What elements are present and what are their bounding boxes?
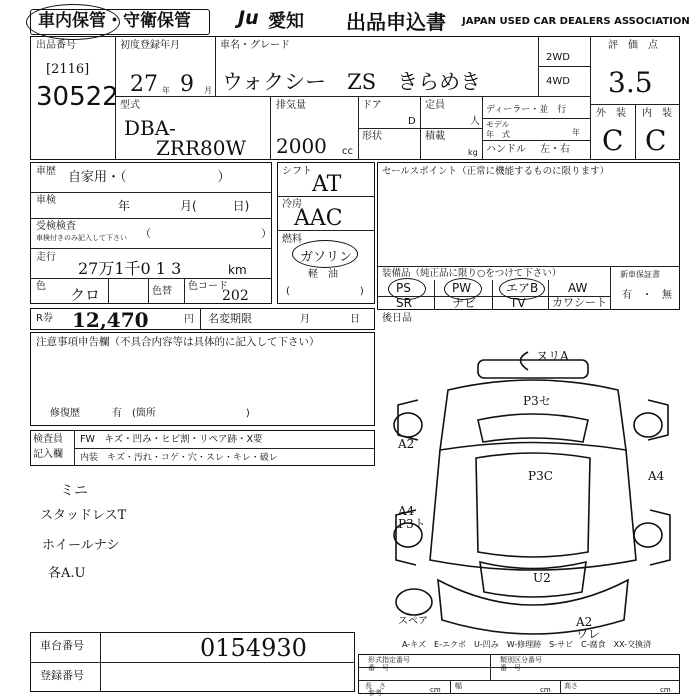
equip-bottom-3: カワシート — [552, 296, 607, 309]
notice-label: 注意事項申告欄（不具合内容等は具体的に記入して下さい） — [36, 336, 320, 348]
score-interior: C — [645, 124, 667, 157]
handle-value: 左・右 — [540, 144, 570, 155]
color-label: 色 — [36, 281, 46, 292]
reg-num-label: 登録番号 — [40, 669, 84, 682]
type-line1: DBA- — [124, 116, 176, 140]
ac-label: 冷房 — [282, 199, 302, 210]
form-r5: 高さ — [564, 682, 578, 690]
model-value: ウォクシー ZS きらめき — [222, 70, 482, 94]
equip-bottom-0: SR — [396, 296, 412, 310]
registration-month: 9 — [180, 72, 194, 97]
score-value: 3.5 — [608, 66, 653, 99]
form-cm1: cm — [430, 686, 441, 694]
legend: A-キズ E-エクボ U-凹み W-修理跡 S-サビ C-腐食 XX-交換済 — [402, 640, 652, 649]
form-r2: 類別区分番号 — [500, 656, 542, 664]
form-ref: 参考 — [368, 689, 382, 697]
equip-bottom-1: ナビ — [452, 296, 477, 310]
name-change-day: 日 — [350, 314, 360, 325]
shift-value: AT — [312, 172, 342, 197]
r-ticket-unit: 円 — [184, 314, 194, 325]
color-code: 202 — [222, 288, 249, 304]
logo-mark: Ju — [238, 7, 259, 29]
receipt-paren: （ ） — [140, 227, 272, 240]
registration-month-unit: 月 — [204, 86, 212, 95]
score-exterior: C — [602, 124, 624, 157]
fuel-paren: ( ) — [286, 286, 364, 297]
load-unit: kg — [468, 148, 478, 157]
dealer-year-unit: 年 — [572, 128, 580, 137]
registration-label: 初度登録年月 — [120, 40, 180, 51]
form-r4: 幅 — [455, 682, 462, 690]
model-label: 車名・グレード — [220, 40, 290, 51]
name-change-label: 名変期限 — [208, 312, 252, 325]
ps-circle — [388, 278, 426, 300]
equip-top-3: AW — [568, 281, 588, 295]
drive-2wd: 2WD — [546, 52, 570, 63]
shape-label: 形状 — [362, 131, 382, 142]
diagram-wrinkle: ワレ — [576, 627, 601, 641]
score-label: 評 価 点 — [608, 40, 658, 51]
equip-top-2: エアB — [506, 281, 539, 295]
color-value: クロ — [70, 286, 101, 304]
displacement-value: 2000 — [276, 134, 327, 158]
lot-sub: [2116] — [46, 62, 90, 77]
top-grid — [30, 36, 680, 160]
receipt-sub: 車検付きのみ記入して下さい — [36, 234, 127, 242]
checker-fw-row: FW キズ・凹み・ヒビ割・リペア跡・X要 — [80, 434, 263, 445]
equipment-label: 装備品（純正品に限り○をつけて下さい） — [382, 268, 562, 279]
equip-bottom-2: TV — [510, 296, 526, 310]
color-code-label: 色コード — [188, 281, 228, 292]
rear-label: 後日品 — [382, 313, 412, 324]
fuel-circled: ガソリン — [300, 250, 353, 265]
chassis-label: 車台番号 — [40, 639, 84, 652]
checker-interior-row: 内装 キズ・汚れ・コゲ・穴・スレ・キレ・破レ — [80, 453, 278, 463]
fuel-label: 燃料 — [282, 234, 302, 245]
equip-top-0: PS — [396, 281, 411, 295]
note-0: ミニ — [60, 483, 88, 499]
score-exterior-label: 外 装 — [596, 108, 626, 119]
form-r3: 長 さ — [365, 682, 386, 690]
sales-point-label: セールスポイント（正常に機能するものに限ります） — [382, 166, 610, 177]
color-swap-label: 色替 — [152, 286, 172, 297]
diagram-u2: U2 — [533, 571, 551, 585]
history-label: 車歴 — [36, 166, 56, 177]
capacity-unit: 人 — [470, 116, 480, 127]
fuel-circle — [292, 240, 358, 268]
mileage-value: 27万1千0 1 3 — [78, 259, 182, 278]
airbag-circle — [499, 278, 545, 300]
diagram-a2: A2 — [398, 437, 415, 451]
drive-4wd: 4WD — [546, 76, 570, 87]
score-interior-label: 内 装 — [642, 108, 672, 119]
load-label: 積載 — [425, 131, 445, 142]
inspection-year: 年 — [118, 199, 131, 213]
note-1: スタッドレスT — [40, 508, 127, 523]
diagram-p3to: P3ト — [398, 517, 426, 531]
receipt-label: 受検検査 — [36, 221, 76, 232]
repair-value: 有 (箇所 ) — [112, 408, 250, 419]
type-label: 型式 — [120, 100, 140, 111]
lot-number: 30522 — [36, 82, 119, 112]
capacity-label: 定員 — [425, 100, 445, 111]
dealer-model-year: モデル 年 式 — [486, 120, 510, 139]
mileage-label: 走行 — [36, 252, 56, 263]
ac-value: AAC — [294, 206, 343, 231]
handle-label: ハンドル — [486, 144, 526, 155]
registration-year-unit: 年 — [162, 86, 170, 95]
inspection-label: 車検 — [36, 195, 56, 206]
form-r1b: 番 号 — [368, 664, 389, 672]
door-label: ドア — [362, 100, 382, 111]
history-value: 自家用・（ ） — [68, 170, 231, 185]
note-2: ホイールナシ — [42, 538, 120, 553]
car-diagram — [378, 330, 680, 652]
diagram-spare: スペア — [398, 616, 428, 627]
diagram-p3c: P3C — [528, 469, 553, 483]
type-line2: ZRR80W — [156, 136, 247, 160]
r-ticket-value: 12,470 — [72, 308, 149, 332]
diagram-top: ヌリA — [536, 349, 569, 363]
pw-circle — [444, 278, 482, 300]
displacement-unit: cc — [342, 146, 353, 157]
diagram-a2-rear: A2 — [576, 615, 593, 629]
dealer-label: ディーラー・並 行 — [486, 105, 567, 115]
mileage-unit: km — [228, 263, 247, 277]
registration-year: 27 — [130, 72, 158, 97]
note-3: 各A.U — [48, 566, 86, 581]
door-unit: D — [408, 116, 416, 127]
recycle-value: 有 ・ 無 — [622, 290, 672, 301]
diagram-a4-left: A4 — [398, 504, 415, 518]
assoc-name: JAPAN USED CAR DEALERS ASSOCIATION — [462, 16, 690, 27]
storage-label: 車内保管・守衛保管 — [38, 11, 191, 31]
form-title: 出品申込書 — [346, 10, 446, 34]
lot-label: 出品番号 — [36, 40, 76, 51]
chassis-value: 0154930 — [200, 634, 307, 662]
diagram-a4-right: A4 — [648, 469, 665, 483]
checker-label2: 記入欄 — [33, 449, 63, 460]
fuel-diesel: 軽 油 — [308, 269, 338, 280]
storage-circle — [26, 4, 120, 40]
repair-label: 修復歴 — [50, 408, 80, 419]
form-cm2: cm — [540, 686, 551, 694]
form-r2b: 番 号 — [500, 664, 521, 672]
inspection-month: 月( 日) — [180, 199, 250, 213]
org-name: 愛知 — [268, 11, 304, 32]
recycle-label: 新車保証書 — [620, 270, 660, 279]
form-cm3: cm — [660, 686, 671, 694]
equip-top-1: PW — [452, 281, 472, 295]
name-change-month: 月 — [300, 314, 310, 325]
form-r1: 形式指定番号 — [368, 656, 410, 664]
checker-label1: 検査員 — [33, 434, 63, 445]
r-ticket-label: R券 — [36, 313, 53, 324]
diagram-p3se: P3セ — [523, 394, 551, 408]
shift-label: シフト — [282, 166, 312, 177]
displacement-label: 排気量 — [276, 100, 306, 111]
